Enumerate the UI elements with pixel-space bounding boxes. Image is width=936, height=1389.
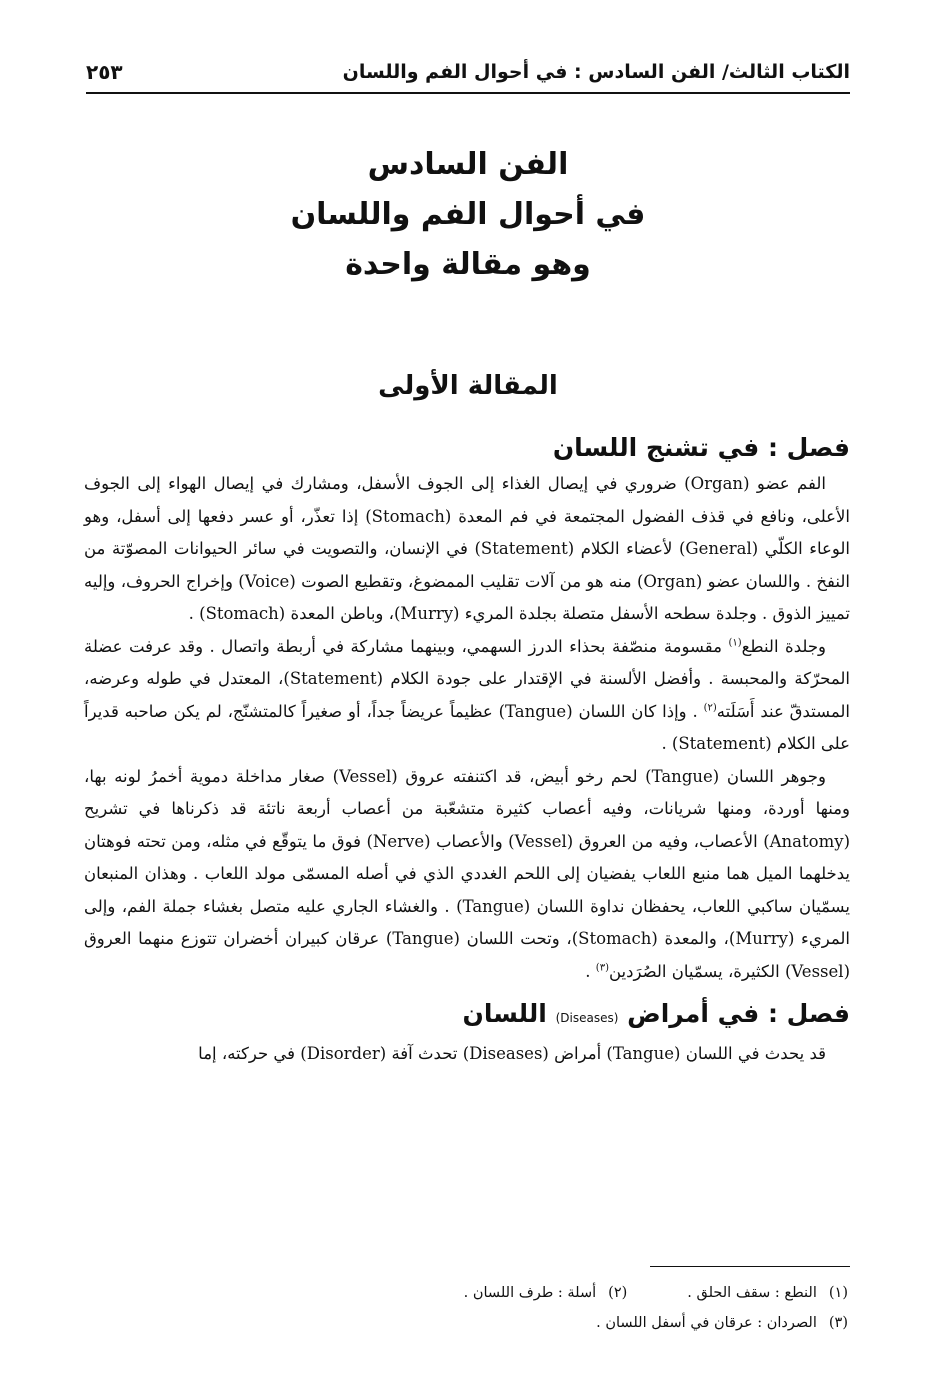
main-text bbox=[84, 428, 850, 1071]
footnote-2-text: أسلة : طرف اللسان . bbox=[463, 1285, 597, 1301]
footnote-3-text: الصردان : عرقان في أسفل اللسان . bbox=[596, 1315, 817, 1331]
footnote-3 bbox=[596, 1308, 848, 1338]
part-title-line-3: وهو مقالة واحدة bbox=[345, 247, 591, 282]
paragraph-2 bbox=[84, 631, 850, 761]
footnote-ref-2[interactable]: (٢) bbox=[703, 702, 717, 713]
section-heading-tongue-spasm: فصل : في تشنج اللسان bbox=[552, 433, 850, 462]
paragraph-4: قد يحدث في اللسان (Tangue) أمراض (Diseases) تحدث آفة (Disorder) في حركته، إما bbox=[198, 1044, 826, 1063]
footnote-row-1 bbox=[86, 1278, 848, 1308]
part-title-line-1: الفن السادس bbox=[367, 147, 569, 182]
paragraph-2-part-a: وجلدة النطع bbox=[741, 636, 826, 656]
footnote-row-2 bbox=[86, 1308, 848, 1338]
section-heading-2-part-b: اللسان bbox=[462, 999, 547, 1028]
footnote-1-text: النطع : سقف الحلق . bbox=[687, 1285, 817, 1301]
paragraph-2-part-c: . وإذا كان اللسان (Tangue) عظيماً عريضاً جداً، أو صغيراً كالمتشنّج، لم يكن صاحبه قديراً على الكلام (Statement) . bbox=[84, 701, 850, 753]
page-number: ٢٥٣ bbox=[86, 60, 123, 84]
footnote-3-number: (٣) bbox=[828, 1315, 848, 1331]
paragraph-2-part-b: مقسومة منصّفة بحذاء الدرز السهمي، وبينهما مشاركة في أربطة واتصال . وقد عرفت عضلة المحرّكة والمحبسة . وأفضل الألسنة في الإقتدار على جودة الكلام (Statement)، المعتدل في طوله وعرضه، المستدقّ عند أَسَلَته bbox=[84, 636, 850, 721]
part-title bbox=[86, 140, 850, 290]
paragraph-1: الفم عضو (Organ) ضروري في إيصال الغذاء إلى الجوف الأسفل، ومشارك في إيصال الهواء إلى الجوف الأعلى، ونافع في قذف الفضول المجتمعة في فم المعدة (Stomach) إذا تعذّر، أو عسر دفعها إلى أسفل، وهو الوعاء الكلّي (General) لأعضاء الكلام (Statement) في الإنسان، والتصويت في سائر الحيوانات المصوّتة من النفخ . واللسان عضو (Organ) منه هو من آلات تقليب الممضوغ، وتقطيع الصوت (Voice) وإخراج الحروف، وإليه تمييز الذوق . وجلدة سطحه الأسفل متصلة بجلدة المريء (Murry)، وباطن المعدة (Stomach) . bbox=[84, 474, 850, 623]
running-title: الكتاب الثالث/ الفن السادس : في أحوال الفم واللسان bbox=[342, 61, 850, 83]
footnote-2 bbox=[464, 1278, 628, 1308]
paragraph-3-part-b: . bbox=[585, 961, 596, 981]
paragraph-3-part-a: وجوهر اللسان (Tangue) لحم رخو أبيض، قد اكتنفته عروق (Vessel) صغار مداخلة دموية أخمرُ لونه بها، ومنها أوردة، ومنها شريانات، وفيه أعصاب كثيرة متشعّبة من أعصاب أربعة ناتئة قد ذكرناها في تشريح (Anatomy) الأعصاب، وفيه من العروق (Vessel) والأعصاب (Nerve) فوق ما يتوقّع في مثله، ومن تحته فوهتان يدخلهما الميل هما منبع اللعاب يفضيان إلى اللحم الغددي الذي في أصله المسمّى مولد اللعاب . وهذان المنبعان يسمّيان ساكبي اللعاب، يحفظان نداوة اللسان (Tangue) . والغشاء الجاري عليه متصل بغشاء جملة الفم، وإلى المريء (Murry)، والمعدة (Stomach)، وتحت اللسان (Tangue) عرقان كبيران أخضران تتوزع منهما العروق (Vessel) الكثيرة، يسمّيان الصُرَدين bbox=[84, 766, 850, 981]
article-title: المقالة الأولى bbox=[378, 371, 558, 401]
section-heading-2-english: (Diseases) bbox=[555, 1011, 619, 1025]
running-header bbox=[86, 52, 850, 94]
section-heading-2-part-a: فصل : في أمراض bbox=[627, 999, 850, 1028]
footnote-1-number: (١) bbox=[828, 1285, 848, 1301]
section-heading-tongue-diseases bbox=[84, 994, 850, 1038]
part-title-line-2: في أحوال الفم واللسان bbox=[290, 197, 646, 232]
paragraph-3 bbox=[84, 761, 850, 989]
footnote-divider bbox=[650, 1266, 850, 1267]
footnote-1 bbox=[687, 1278, 848, 1308]
footnotes bbox=[86, 1278, 848, 1338]
footnote-2-number: (٢) bbox=[608, 1285, 628, 1301]
footnote-ref-1[interactable]: (١) bbox=[728, 637, 742, 648]
footnote-ref-3[interactable]: (٣) bbox=[595, 962, 609, 973]
